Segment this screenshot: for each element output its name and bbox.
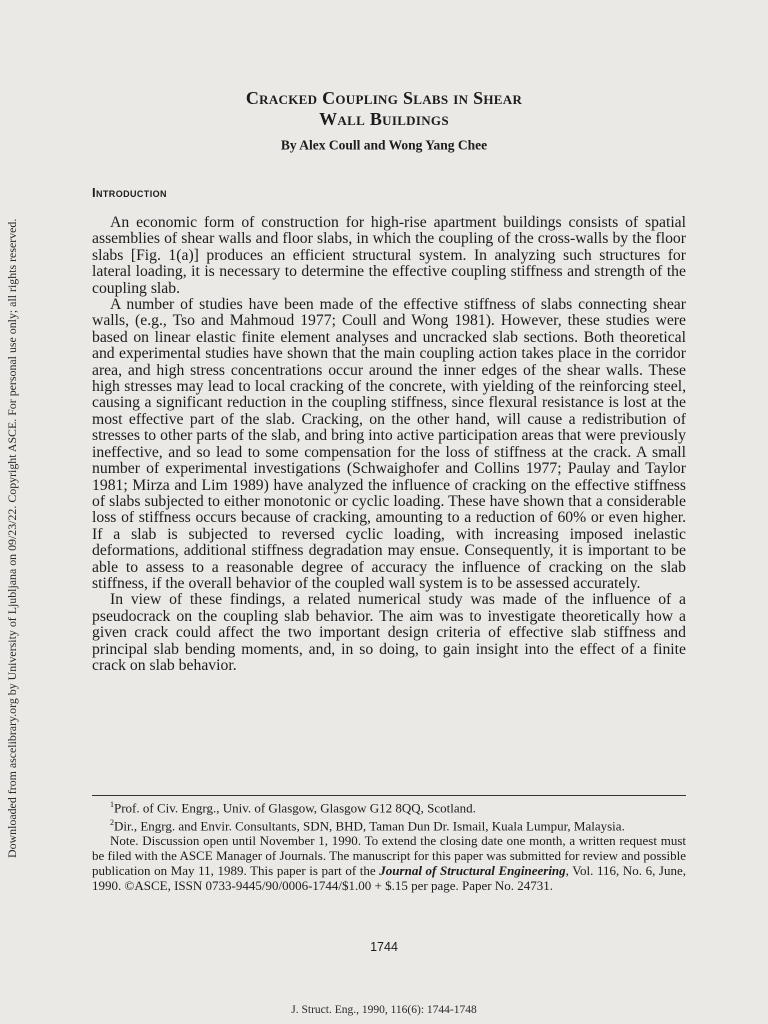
footnote-2 [92, 816, 686, 834]
page-number: 1744 [370, 940, 398, 954]
download-watermark [4, 178, 20, 858]
byline-prefix: By Alex Coull [280, 137, 361, 153]
author-byline [0, 137, 768, 154]
byline-middle: and Wong Yang Chee [360, 137, 488, 153]
note-text-end: , Vol. 116, No. 6, June, 1990. ©ASCE, ISSN 0733-9445/90/0006-1744/$1.00 + $.15 per page. Paper No. 24731. [92, 862, 687, 893]
footnote-1-mark: 1 [110, 800, 114, 809]
paragraph: In view of these findings, a related numerical study was made of the influence of a pseudocrack on the coupling slab behavior. The aim was to investigate theoretically how a given crack could affect the two important design criteria of effective slab stiffness and principal slab bending moments, and, in so doing, to gain insight into the effect of a finite crack on slab behavior. [92, 591, 686, 674]
section-heading: Introduction [92, 185, 167, 200]
footnote-1-text: Prof. of Civ. Engrg., Univ. of Glasgow, Glasgow G12 8QQ, Scotland. [114, 800, 476, 816]
title-line-2: Wall Buildings [319, 109, 449, 129]
paper-title [0, 88, 768, 130]
download-watermark-text: Downloaded from ascelibrary.org by University of Ljubljana on 09/23/22. Copyright ASCE. For personal use only; all rights reserved. [5, 218, 19, 858]
footnote-1 [92, 798, 686, 816]
discussion-note [92, 834, 686, 893]
body-text [92, 215, 686, 674]
title-line-1: Cracked Coupling Slabs in Shear [245, 88, 523, 108]
journal-name: Journal of Structural Engineering [379, 862, 566, 878]
citation-footer: J. Struct. Eng., 1990, 116(6): 1744-1748 [291, 1004, 477, 1016]
footnote-2-mark: 2 [110, 818, 114, 828]
paragraph: An economic form of construction for high-rise apartment buildings consists of spatial assemblies of shear walls and floor slabs, in which the coupling of the cross-walls by the floor slabs [Fig. 1(a)] produces an efficient structural system. In analyzing such structures for lateral loading, it is necessary to determine the effective coupling stiffness and strength of the coupling slab. [92, 214, 686, 297]
footnote-divider [92, 795, 686, 796]
note-text-start: Note. Discussion open until November 1, 1990. To extend the closing date one month, a written request must be filed with the ASCE Manager of Journals. The manuscript for this paper was submitted for review and possible publication on May 11, 1989. This paper is part of the [92, 833, 686, 878]
footnote-2-text: Dir., Engrg. and Envir. Consultants, SDN, BHD, Taman Dun Dr. Ismail, Kuala Lumpur, Malaysia. [114, 818, 625, 834]
paragraph: A number of studies have been made of the effective stiffness of slabs connecting shear walls, (e.g., Tso and Mahmoud 1977; Coull and Wong 1981). However, these studies were based on linear elastic finite element analyses and uncracked slab sections. Both theoretical and experimental studies have shown that the main coupling action takes place in the corridor area, and high stress concentrations occur around the inner edges of the shear walls. These high stresses may lead to local cracking of the concrete, with yielding of the reinforcing steel, causing a significant reduction in the coupling stiffness, since flexural resistance is lost at the most effective part of the slab. Cracking, on the other hand, will cause a redistribution of stresses to other parts of the slab, and bring into active participation areas that were previously ineffective, and so lead to some compensation for the loss of stiffness at the crack. A small number of experimental investigations (Schwaighofer and Collins 1977; Paulay and Taylor 1981; Mirza and Lim 1989) have analyzed the influence of cracking on the effective stiffness of slabs subjected to either monotonic or cyclic loading. These have shown that a considerable loss of stiffness occurs because of cracking, amounting to a reduction of 60% or even higher. If a slab is subjected to reversed cyclic loading, with increasing imposed inelastic deformations, additional stiffness degradation may ensue. Consequently, it is important to be able to assess to a reasonable degree of accuracy the influence of cracking on the slab stiffness, if the overall behavior of the coupled wall system is to be assessed accurately. [92, 296, 686, 592]
footnotes [92, 798, 686, 893]
